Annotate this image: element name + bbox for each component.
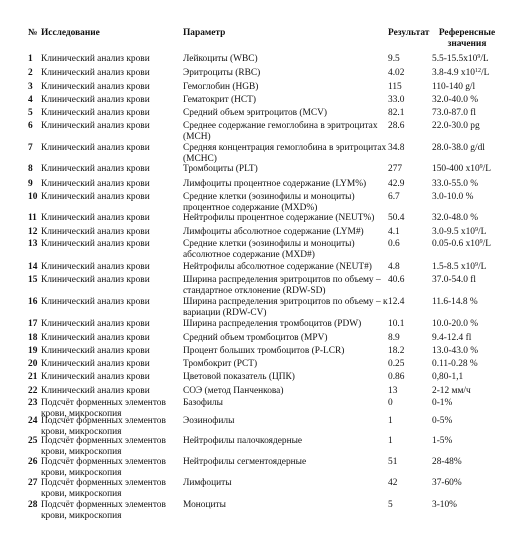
row-parameter: Гемоглобин (HGB) [183,82,259,92]
row-result: 12.4 [388,297,405,307]
row-result: 82.1 [388,108,405,118]
row-study: Подсчёт форменных элементов крови, микроскопия [41,457,166,478]
row-study: Клинический анализ крови [41,297,150,307]
row-reference-value: 22.0-30.0 pg [432,121,480,131]
row-number: 20 [28,359,38,369]
row-number: 8 [28,164,33,174]
table-header [0,28,505,52]
row-study: Подсчёт форменных элементов крови, микроскопия [41,500,166,521]
row-study: Клинический анализ крови [41,346,150,356]
row-study: Клинический анализ крови [41,372,150,382]
row-reference-value: 1-5% [432,436,453,446]
row-reference-value: 0.11-0.28 % [432,359,478,369]
row-parameter: Нейтрофилы процентное содержание (NEUT%) [183,213,375,223]
row-reference-exponent: 9 [479,164,483,170]
header-num: № [28,28,38,38]
row-reference-value: 0-5% [432,416,453,426]
row-number: 2 [28,68,33,78]
row-reference-value: 32.0-40.0 % [432,95,479,105]
row-number: 26 [28,457,38,467]
row-reference [432,398,505,409]
row-reference-unit: /L [480,54,489,64]
row-reference-value: 9.4-12.4 fl [432,333,472,343]
row-result: 4.1 [388,227,400,237]
row-study: Подсчёт форменных элементов крови, микроскопия [41,436,166,457]
row-reference-exponent: 9 [479,239,483,245]
row-parameter: СОЭ (метод Панченкова) [183,386,284,396]
row-parameter: Базофилы [183,398,223,408]
row-parameter: Средний объем тромбоцитов (MPV) [183,333,328,343]
row-number: 17 [28,319,38,329]
row-number: 4 [28,95,33,105]
row-reference-value: 10.0-20.0 % [432,319,479,329]
row-reference-value: 13.0-43.0 % [432,346,479,356]
row-reference-value: 3.8-4.9 x10 [432,68,475,78]
row-study: Клинический анализ крови [41,359,150,369]
row-parameter: Эритроциты (RBC) [183,68,261,78]
row-study: Клинический анализ крови [41,319,150,329]
row-number: 16 [28,297,38,307]
row-reference-value: 150-400 x10 [432,164,480,174]
row-parameter: Средние клетки (эозинофилы и моноциты) процентное содержание (MXD%) [183,192,355,213]
row-reference [432,319,505,330]
row-reference-value: 1.5-8.5 x10 [432,262,475,272]
row-result: 0.86 [388,372,405,382]
row-reference-value: 3.0-9.5 x10 [432,227,475,237]
row-study: Клинический анализ крови [41,333,150,343]
row-result: 0 [388,398,393,408]
row-reference-exponent: 9 [477,54,481,60]
row-reference-exponent: 9 [474,227,478,233]
row-reference-value: 3-10% [432,500,457,510]
row-parameter: Тромбокрит (PCT) [183,359,258,369]
row-reference [432,262,505,273]
row-reference [432,416,505,427]
row-reference [432,164,505,175]
row-result: 51 [388,457,398,467]
header-result: Результат [388,28,430,38]
row-reference [432,227,505,238]
row-study: Клинический анализ крови [41,68,150,78]
row-reference-value: 32.0-48.0 % [432,213,479,223]
row-study: Клинический анализ крови [41,95,150,105]
row-study: Подсчёт форменных элементов крови, микроскопия [41,416,166,437]
row-parameter: Ширина распределения эритроцитов по объему – стандартное отклонение (RDW-SD) [183,275,381,296]
row-study: Клинический анализ крови [41,82,150,92]
row-result: 50.4 [388,213,405,223]
row-result: 6.7 [388,192,400,202]
row-parameter: Ширина распределения эритроцитов по объему – к вариации (RDW-CV) [183,297,388,318]
row-reference [432,192,505,203]
row-reference-value: 73.0-87.0 fl [432,108,477,118]
row-number: 15 [28,275,38,285]
row-reference-value: 33.0-55.0 % [432,179,479,189]
row-parameter: Лимфоциты процентное содержание (LYM%) [183,179,367,189]
row-reference [432,68,505,79]
row-reference [432,333,505,344]
row-reference [432,54,505,65]
row-parameter: Тромбоциты (PLT) [183,164,258,174]
row-result: 33.0 [388,95,405,105]
row-result: 34.8 [388,143,405,153]
row-reference-unit: /L [482,239,491,249]
row-parameter: Средняя концентрация гемоглобина в эритроцитах (MCHC) [183,143,387,164]
row-reference-exponent: 12 [474,68,481,74]
row-result: 13 [388,386,398,396]
row-result: 277 [388,164,403,174]
row-result: 18.2 [388,346,405,356]
row-number: 19 [28,346,38,356]
row-reference [432,275,505,286]
row-result: 4.8 [388,262,400,272]
row-study: Клинический анализ крови [41,227,150,237]
row-reference [432,457,505,468]
row-result: 4.02 [388,68,405,78]
row-reference-value: 11.6-14.8 % [432,297,478,307]
row-reference-value: 0-1% [432,398,453,408]
row-study: Клинический анализ крови [41,121,150,131]
row-result: 9.5 [388,54,400,64]
row-reference [432,239,505,250]
row-reference-unit: /L [477,262,487,272]
row-reference-value: 2-12 мм/ч [432,386,471,396]
row-result: 0.6 [388,239,400,249]
row-reference [432,95,505,106]
row-result: 1 [388,436,393,446]
row-parameter: Нейтрофилы абсолютное содержание (NEUT#) [183,262,372,272]
row-parameter: Цветовой показатель (ЦПК) [183,372,295,382]
row-parameter: Ширина распределения тромбоцитов (PDW) [183,319,362,329]
row-study: Клинический анализ крови [41,386,150,396]
row-parameter: Среднее содержание гемоглобина в эритроцитах (MCH) [183,121,378,142]
row-parameter: Средние клетки (эозинофилы и моноциты) абсолютное содержание (MXD#) [183,239,355,260]
row-study: Клинический анализ крови [41,239,150,249]
row-study: Клинический анализ крови [41,108,150,118]
header-study: Исследование [41,28,100,38]
row-study: Подсчёт форменных элементов крови, микроскопия [41,478,166,499]
row-reference [432,386,505,397]
row-result: 5 [388,500,393,510]
row-reference-exponent: 9 [474,262,478,268]
row-parameter: Нейтрофилы палочкоядерные [183,436,303,446]
row-reference [432,436,505,447]
row-parameter: Гематокрит (HCT) [183,95,257,105]
row-number: 25 [28,436,38,446]
header-param: Параметр [183,28,226,38]
row-study: Клинический анализ крови [41,192,150,202]
header-ref: Референсные значения [438,28,496,49]
row-reference-unit: /L [477,227,487,237]
row-number: 10 [28,192,38,202]
row-number: 13 [28,239,38,249]
row-reference [432,500,505,511]
row-parameter: Нейтрофилы сегментоядерные [183,457,307,467]
row-reference [432,359,505,370]
row-reference [432,179,505,190]
row-reference-value: 28-48% [432,457,462,467]
row-result: 8.9 [388,333,400,343]
row-reference-value: 37.0-54.0 fl [432,275,477,285]
row-parameter: Моноциты [183,500,226,510]
row-reference-unit: /L [480,68,490,78]
row-parameter: Лимфоциты абсолютное содержание (LYM#) [183,227,364,237]
row-number: 14 [28,262,38,272]
row-study: Клинический анализ крови [41,143,150,153]
row-result: 42 [388,478,398,488]
row-reference-value: 5.5-15.5x10 [432,54,478,64]
row-number: 1 [28,54,33,64]
row-result: 0.25 [388,359,405,369]
row-reference [432,82,505,93]
row-number: 12 [28,227,38,237]
row-number: 22 [28,386,38,396]
row-study: Клинический анализ крови [41,164,150,174]
row-reference [432,108,505,119]
row-reference [432,121,505,132]
row-reference [432,478,505,489]
row-number: 24 [28,416,38,426]
row-number: 9 [28,179,33,189]
row-reference-value: 110-140 g/l [432,82,476,92]
row-parameter: Лимфоциты [183,478,232,488]
row-reference [432,213,505,224]
row-parameter: Процент больших тромбоцитов (P-LCR) [183,346,345,356]
row-reference-value: 3.0-10.0 % [432,192,474,202]
row-number: 3 [28,82,33,92]
row-reference [432,143,505,154]
row-number: 6 [28,121,33,131]
row-study: Клинический анализ крови [41,213,150,223]
row-reference [432,346,505,357]
row-result: 28.6 [388,121,405,131]
row-parameter: Эозинофилы [183,416,235,426]
row-result: 115 [388,82,402,92]
row-study: Клинический анализ крови [41,179,150,189]
row-reference-unit: /L [482,164,491,174]
row-result: 42.9 [388,179,405,189]
row-number: 23 [28,398,38,408]
row-study: Клинический анализ крови [41,275,150,285]
row-number: 7 [28,143,33,153]
row-study: Подсчёт форменных элементов крови, микроскопия [41,398,166,419]
row-parameter: Средний объем эритроцитов (MCV) [183,108,328,118]
row-parameter: Лейкоциты (WBC) [183,54,258,64]
row-study: Клинический анализ крови [41,262,150,272]
row-study: Клинический анализ крови [41,54,150,64]
row-result: 1 [388,416,393,426]
row-number: 5 [28,108,33,118]
row-number: 28 [28,500,38,510]
row-reference [432,372,505,383]
row-number: 18 [28,333,38,343]
row-number: 27 [28,478,38,488]
row-reference-value: 0.05-0.6 x10 [432,239,480,249]
row-reference-value: 0,80-1,1 [432,372,464,382]
row-number: 11 [28,213,37,223]
row-result: 40.6 [388,275,405,285]
row-reference-value: 28.0-38.0 g/dl [432,143,485,153]
row-result: 10.1 [388,319,405,329]
row-reference [432,297,505,308]
row-reference-value: 37-60% [432,478,462,488]
row-number: 21 [28,372,38,382]
